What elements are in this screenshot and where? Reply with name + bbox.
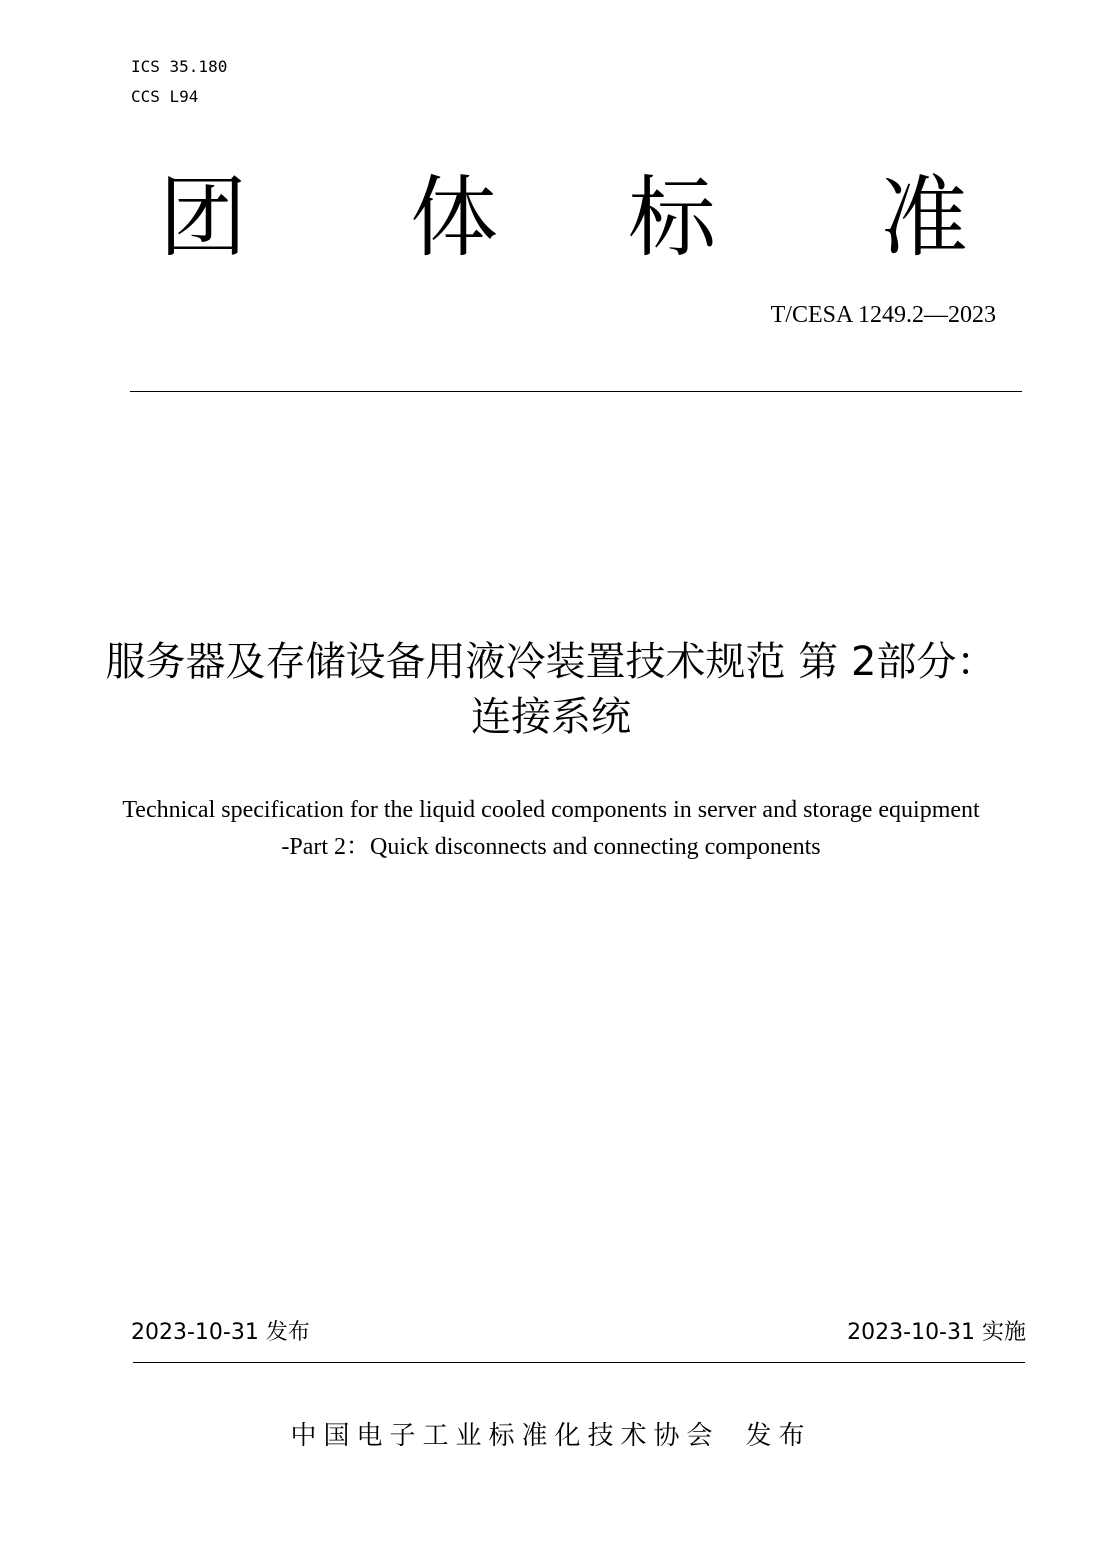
publish-date: 2023-10-31 发布 bbox=[131, 1320, 310, 1345]
english-title: Technical specification for the liquid cooled components in server and storage equipment -Part 2：Quick disconnects and connecting components bbox=[122, 797, 980, 860]
publisher-line bbox=[0, 1418, 1102, 1454]
chinese-title: 服务器及存储设备用液冷装置技术规范 第 2部分：连接系统 bbox=[105, 639, 997, 740]
heading-char-3: 标 bbox=[628, 166, 717, 269]
implementation-date: 2023-10-31 实施 bbox=[847, 1320, 1026, 1345]
standard-number: T/CESA 1249.2—2023 bbox=[770, 302, 996, 328]
heading-char-1: 团 bbox=[159, 166, 248, 269]
heading-char-2: 体 bbox=[410, 166, 499, 269]
heading-char-4: 准 bbox=[880, 166, 969, 269]
publisher-name: 中国电子工业标准化技术协会 bbox=[290, 1421, 720, 1451]
top-divider bbox=[130, 391, 1022, 392]
ccs-code: CCS L94 bbox=[131, 87, 199, 106]
ics-code: ICS 35.180 bbox=[131, 57, 228, 76]
bottom-divider bbox=[133, 1362, 1025, 1363]
publisher-action: 发布 bbox=[745, 1421, 812, 1451]
